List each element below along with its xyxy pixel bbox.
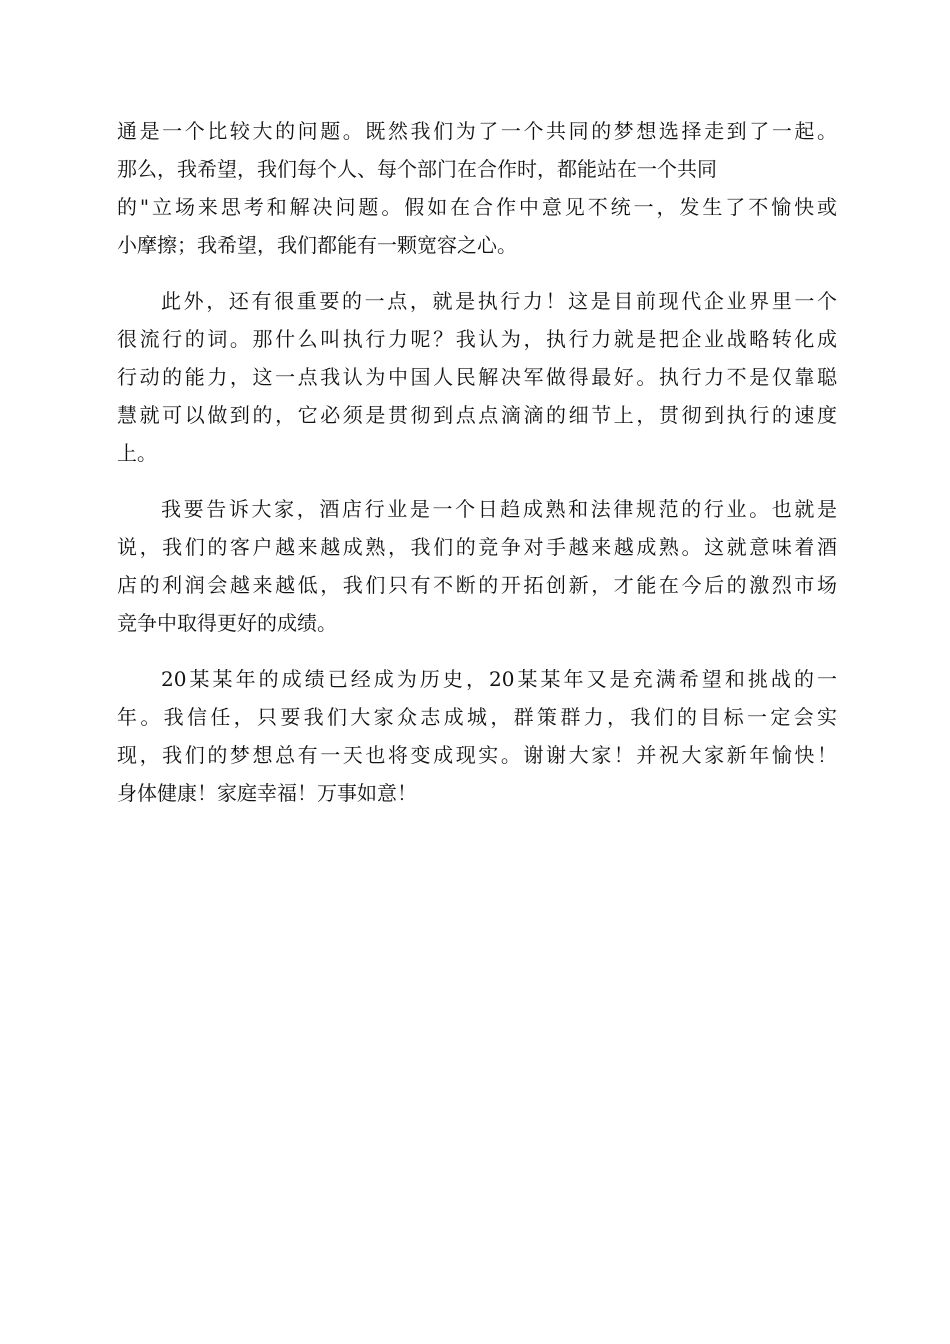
text-line: 行动的能力，这一点我认为中国人民解决军做得最好。执行力不是仅靠聪 [117, 365, 837, 389]
text-line: 年。我信任，只要我们大家众志成城，群策群力，我们的目标一定会实 [117, 705, 837, 729]
text-line: 20某某年的成绩已经成为历史，20某某年又是充满希望和挑战的一 [161, 667, 837, 691]
text-line: 我要告诉大家，酒店行业是一个日趋成熟和法律规范的行业。也就是 [161, 497, 837, 521]
text-line: 现，我们的梦想总有一天也将变成现实。谢谢大家！并祝大家新年愉快！ [117, 743, 837, 767]
paragraph-2 [117, 282, 837, 472]
text-line: 上。 [117, 441, 157, 465]
text-line: 通是一个比较大的问题。既然我们为了一个共同的梦想选择走到了一起。 [117, 119, 837, 143]
text-line: 店的利润会越来越低，我们只有不断的开拓创新，才能在今后的激烈市场 [117, 573, 837, 597]
paragraph-4 [117, 660, 837, 812]
text-line: 的"立场来思考和解决问题。假如在合作中意见不统一，发生了不愉快或 [117, 195, 837, 219]
text-line: 竞争中取得更好的成绩。 [117, 611, 337, 635]
text-line: 此外，还有很重要的一点，就是执行力！这是目前现代企业界里一个 [161, 289, 837, 313]
paragraph-1 [117, 112, 837, 264]
paragraph-3 [117, 490, 837, 642]
text-line: 小摩擦；我希望，我们都能有一颗宽容之心。 [117, 233, 517, 257]
text-line: 很流行的词。那什么叫执行力呢？我认为，执行力就是把企业战略转化成 [117, 327, 837, 351]
text-line: 那么，我希望，我们每个人、每个部门在合作时，都能站在一个共同 [117, 157, 717, 181]
text-line: 慧就可以做到的，它必须是贯彻到点点滴滴的细节上，贯彻到执行的速度 [117, 403, 837, 427]
text-line: 身体健康！家庭幸福！万事如意！ [117, 781, 417, 805]
document-body [117, 112, 837, 812]
text-line: 说，我们的客户越来越成熟，我们的竞争对手越来越成熟。这就意味着酒 [117, 535, 837, 559]
